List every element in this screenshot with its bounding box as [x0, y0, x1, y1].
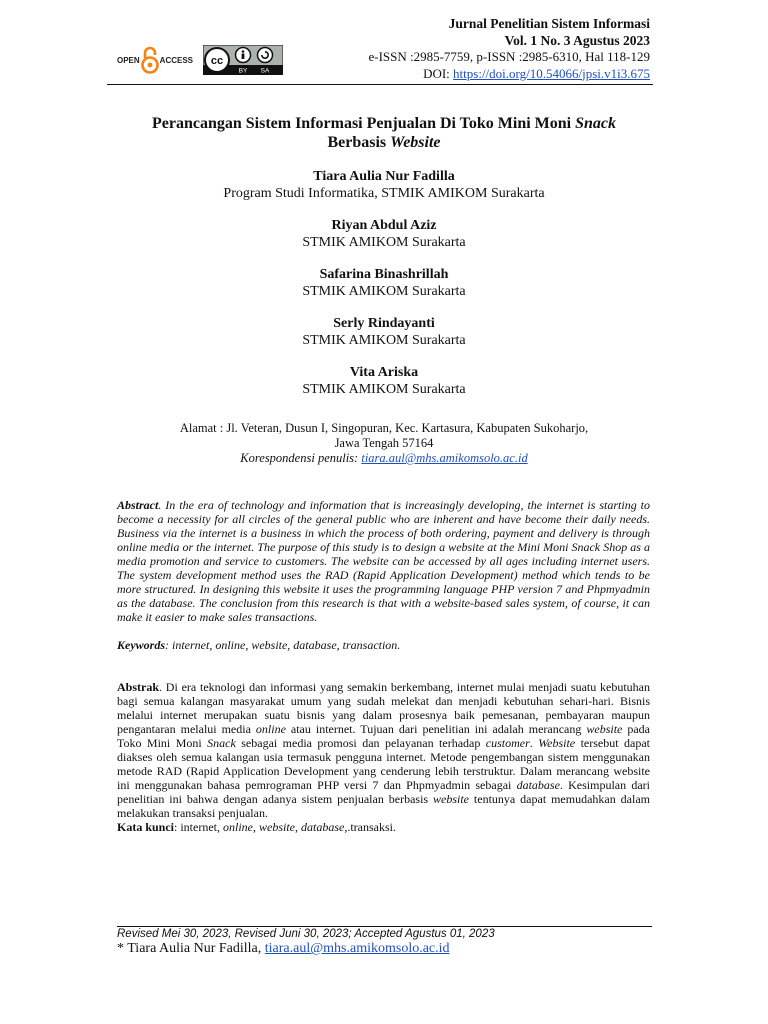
- corresponding-author-name: * Tiara Aulia Nur Fadilla,: [117, 941, 265, 956]
- open-access-right-text: ACCESS: [159, 55, 194, 65]
- author-name: Riyan Abdul Aziz: [331, 218, 437, 233]
- corresponding-author: [117, 941, 450, 957]
- kata-kunci-label: Kata kunci: [117, 820, 175, 834]
- author-affiliation: STMIK AMIKOM Surakarta: [302, 333, 466, 348]
- correspondence-email-link[interactable]: tiara.aul@mhs.amikomsolo.ac.id: [361, 451, 528, 465]
- cc-sa-text: SA: [260, 67, 270, 75]
- abstract-indonesian: Abstrak. Di era teknologi dan informasi yang semakin berkembang, internet mulai menjadi suatu kebutuhan bagi semua kalangan masyarakat umum yang sudah melekat dan menjadi kebutuhan sehari-hari. Bisnis melalui internet merupakan suatu bisnis yang dalam prosesnya baik pemesanan, pembayaran maupun pengantaran melalui media online atau internet. Tujuan dari penelitian ini adalah merancang website pada Toko Mini Moni Snack sebagai media promosi dan pelayanan terhadap customer. Website tersebut dapat diakses oleh semua kalangan usia termasuk pengguna internet. Metode pengembangan sistem menggunakan metode RAD (Rapid Application Development yang cenderung lebih terstruktur. Dalam merancang website ini menggunakan bahasa pemrograman PHP versi 7 dan Phpmyadmin sebagai database. Kesimpulan dari penelitian ini bahwa dengan adanya sistem penjualan berbasis website tentunya dapat memudahkan dalam melakukan transaksi penjualan.: [117, 680, 650, 820]
- journal-name: Jurnal Penelitian Sistem Informasi: [448, 16, 650, 31]
- author-affiliation: STMIK AMIKOM Surakarta: [302, 382, 466, 397]
- author-entry: [100, 315, 668, 349]
- cc-by-text: BY: [238, 67, 248, 75]
- svg-text:cc: cc: [210, 55, 224, 67]
- abstrak-label: Abstrak: [117, 680, 160, 694]
- cc-by-sa-badge: [203, 45, 283, 75]
- author-name: Vita Ariska: [349, 365, 419, 380]
- keywords-label: Keywords: [117, 638, 165, 652]
- address-line-1: Alamat : Jl. Veteran, Dusun I, Singopuran, Kec. Kartasura, Kabupaten Sukoharjo,: [179, 421, 589, 435]
- author-affiliation: STMIK AMIKOM Surakarta: [302, 235, 466, 250]
- open-access-left-text: OPEN: [117, 55, 140, 65]
- license-logos: [117, 40, 283, 80]
- author-name: Safarina Binashrillah: [319, 267, 449, 282]
- abstract-label: Abstract: [117, 498, 159, 512]
- journal-header: [368, 16, 650, 82]
- footer-divider: [117, 926, 652, 927]
- author-entry: [100, 364, 668, 398]
- author-entry: [100, 168, 668, 202]
- revision-dates: Revised Mei 30, 2023, Revised Juni 30, 2023; Accepted Agustus 01, 2023: [117, 928, 495, 940]
- open-access-logo: [117, 45, 193, 75]
- corresponding-author-email-link[interactable]: tiara.aul@mhs.amikomsolo.ac.id: [264, 941, 450, 956]
- author-entry: [100, 217, 668, 251]
- author-entry: [100, 266, 668, 300]
- kata-kunci: Kata kunci: internet, online, website, database,.transaksi.: [117, 820, 396, 834]
- author-name: Serly Rindayanti: [333, 316, 435, 331]
- keywords-english: [117, 638, 650, 653]
- author-list: [100, 168, 668, 413]
- abstract-text: . In the era of technology and information that is increasingly developing, the internet is starting to become a necessity for all circles of the general public who are inherent and have become their daily needs. Business via the internet is a business in which the process of both ordering, payment and delivery is through online media or the internet. The purpose of this study is to design a website at the Mini Moni Snack Shop as a media promotion and service to customers. The website can be accessed by all ages including internet users. The system development method uses the RAD (Rapid Application Development) method which tends to be more structured. In designing this website it uses the programming language PHP version 7 and Phpmyadmin as the database. The conclusion from this research is that with a website-based sales system, of course, it can make it easier to make sales transactions.: [117, 498, 650, 624]
- author-affiliation: Program Studi Informatika, STMIK AMIKOM Surakarta: [223, 186, 545, 201]
- author-affiliation: STMIK AMIKOM Surakarta: [302, 284, 466, 299]
- journal-doi: [368, 66, 650, 83]
- paper-title: Perancangan Sistem Informasi Penjualan Di Toko Mini Moni Snack Berbasis Website: [151, 115, 617, 151]
- correspondence-label: Korespondensi penulis:: [240, 451, 362, 465]
- address-line-2: Jawa Tengah 57164: [334, 436, 434, 450]
- author-name: Tiara Aulia Nur Fadilla: [313, 169, 455, 184]
- address-block: [100, 421, 668, 466]
- journal-volume: Vol. 1 No. 3 Agustus 2023: [504, 32, 650, 48]
- open-access-lock-icon: [141, 45, 159, 75]
- doi-label: DOI:: [423, 65, 450, 81]
- abstract-english: [117, 498, 650, 624]
- doi-link[interactable]: https://doi.org/10.54066/jpsi.v1i3.675: [453, 65, 650, 81]
- keywords-text: : internet, online, website, database, transaction.: [165, 638, 401, 652]
- journal-issn: e-ISSN :2985-7759, p-ISSN :2985-6310, Hal 118-129: [368, 49, 650, 64]
- header-divider: [107, 84, 653, 85]
- correspondence: [100, 451, 668, 466]
